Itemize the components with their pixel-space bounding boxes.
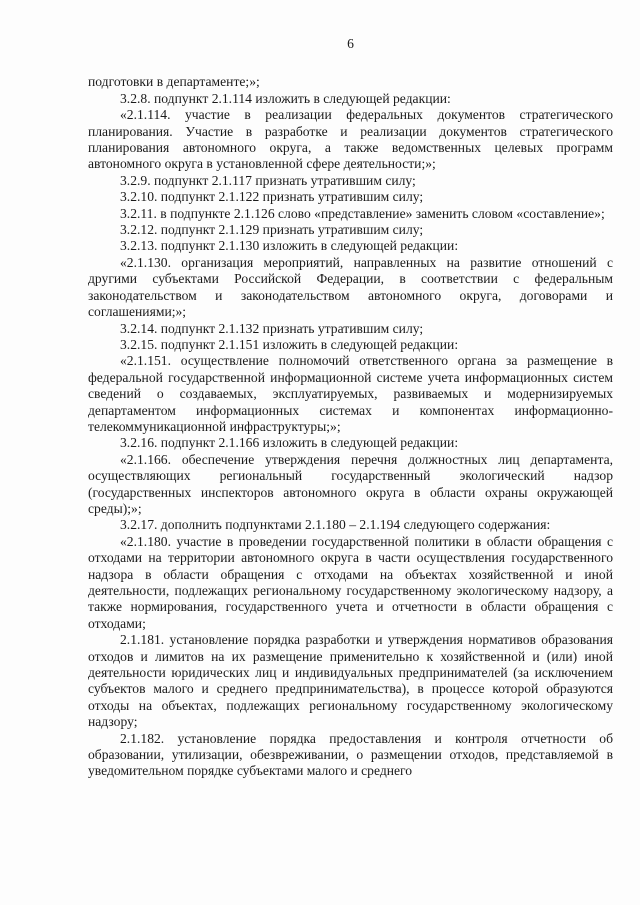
paragraph: 3.2.11. в подпункте 2.1.126 слово «представление» заменить словом «составление»;: [120, 205, 605, 221]
paragraph: «2.1.114. участие в реализации федеральных документов стратегического планирования. Участие в разработке и реализации документов стратегического планирования автономного округа, а также ведомственных целевых программ автономного округа в установленной сфере деятельности;»;: [88, 107, 613, 172]
paragraph: 2.1.181. установление порядка разработки и утверждения нормативов образования отходов и лимитов на их размещение применительно к хозяйственной и (или) иной деятельности юридических лиц и индивидуальных предпринимателей (за исключением субъектов малого и среднего предпринимательства), в процессе которой образуются отходы на объектах, подлежащих региональному государственному экологическому надзору;: [88, 632, 613, 730]
paragraph: 3.2.13. подпункт 2.1.130 изложить в следующей редакции:: [120, 238, 459, 254]
paragraph: подготовки в департаменте;»;: [88, 74, 260, 90]
page-number: 6: [347, 36, 354, 51]
paragraph: 3.2.8. подпункт 2.1.114 изложить в следующей редакции:: [120, 90, 451, 106]
paragraph: 3.2.9. подпункт 2.1.117 признать утратившим силу;: [120, 172, 416, 188]
paragraph: 2.1.182. установление порядка предоставления и контроля отчетности об образовании, утилизации, обезвреживании, о размещении отходов, представляемой в уведомительном порядке субъектами малого и среднего: [88, 730, 613, 779]
paragraph: 3.2.12. подпункт 2.1.129 признать утратившим силу;: [120, 222, 424, 238]
paragraph: 3.2.10. подпункт 2.1.122 признать утратившим силу;: [120, 189, 424, 205]
paragraph: 3.2.17. дополнить подпунктами 2.1.180 – 2.1.194 следующего содержания:: [120, 517, 551, 533]
document-body: [88, 74, 613, 779]
paragraph: «2.1.180. участие в проведении государственной политики в области обращения с отходами на территории автономного округа в части осуществления государственного надзора в области обращения с отходами на объектах хозяйственной и иной деятельности, подлежащих региональному государственному экологическому надзору, а также нормирования, государственного учета и отчетности в области обращения с отходами;: [88, 533, 613, 631]
paragraph: «2.1.151. осуществление полномочий ответственного органа за размещение в федеральной государственной информационной системе учета информационных систем сведений о создаваемых, эксплуатируемых, развиваемых и модернизируемых департаментом информационных системах и компонентах информационно-телекоммуникационной инфраструктуры;»;: [88, 353, 613, 434]
paragraph: «2.1.130. организация мероприятий, направленных на развитие отношений с другими субъектами Российской Федерации, в соответствии с федеральным законодательством и законодательством автономного округа, договорами и соглашениями;»;: [88, 254, 613, 320]
paragraph: 3.2.16. подпункт 2.1.166 изложить в следующей редакции:: [120, 435, 459, 451]
paragraph: 3.2.14. подпункт 2.1.132 признать утратившим силу;: [120, 320, 424, 336]
paragraph: «2.1.166. обеспечение утверждения перечня должностных лиц департамента, осуществляющих региональный государственный экологический надзор (государственных инспекторов автономного округа в области охраны окружающей среды);»;: [88, 451, 613, 516]
paragraph: 3.2.15. подпункт 2.1.151 изложить в следующей редакции:: [120, 336, 459, 352]
